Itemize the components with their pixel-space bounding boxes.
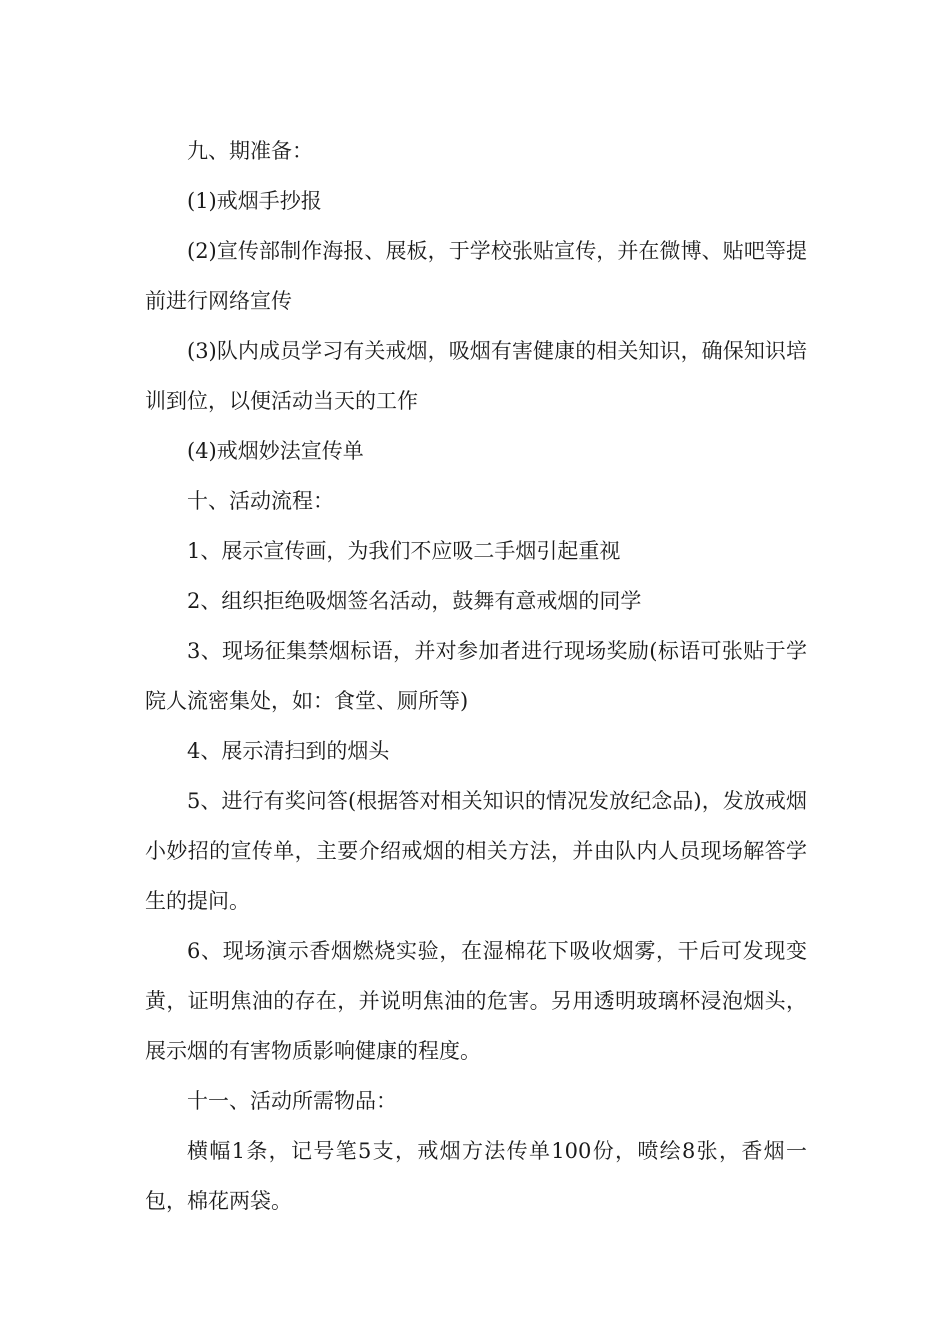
- section-heading-10: 十、活动流程：: [187, 489, 334, 513]
- list-item: 2、组织拒绝吸烟签名活动，鼓舞有意戒烟的同学: [187, 589, 642, 613]
- list-item: 1、展示宣传画，为我们不应吸二手烟引起重视: [187, 539, 621, 563]
- section-heading-11: 十一、活动所需物品：: [187, 1089, 397, 1113]
- list-item: (1)戒烟手抄报: [187, 189, 322, 213]
- document-body: [145, 126, 807, 1226]
- list-item: 3、现场征集禁烟标语，并对参加者进行现场奖励(标语可张贴于学院人流密集处，如：食堂、厕所等): [145, 639, 807, 713]
- list-item: 4、展示清扫到的烟头: [187, 739, 390, 763]
- list-item: 6、现场演示香烟燃烧实验，在湿棉花下吸收烟雾，干后可发现变黄，证明焦油的存在，并说明焦油的危害。另用透明玻璃杯浸泡烟头，展示烟的有害物质影响健康的程度。: [145, 939, 807, 1063]
- list-item: (4)戒烟妙法宣传单: [187, 439, 364, 463]
- list-item: (2)宣传部制作海报、展板，于学校张贴宣传，并在微博、贴吧等提前进行网络宣传: [145, 239, 807, 313]
- list-item: (3)队内成员学习有关戒烟，吸烟有害健康的相关知识，确保知识培训到位，以便活动当天的工作: [145, 339, 807, 413]
- list-item: 5、进行有奖问答(根据答对相关知识的情况发放纪念品)，发放戒烟小妙招的宣传单，主要介绍戒烟的相关方法，并由队内人员现场解答学生的提问。: [145, 789, 807, 913]
- body-paragraph: 横幅1条，记号笔5支，戒烟方法传单100份，喷绘8张，香烟一包，棉花两袋。: [145, 1139, 807, 1213]
- section-heading-9: 九、期准备：: [187, 139, 313, 163]
